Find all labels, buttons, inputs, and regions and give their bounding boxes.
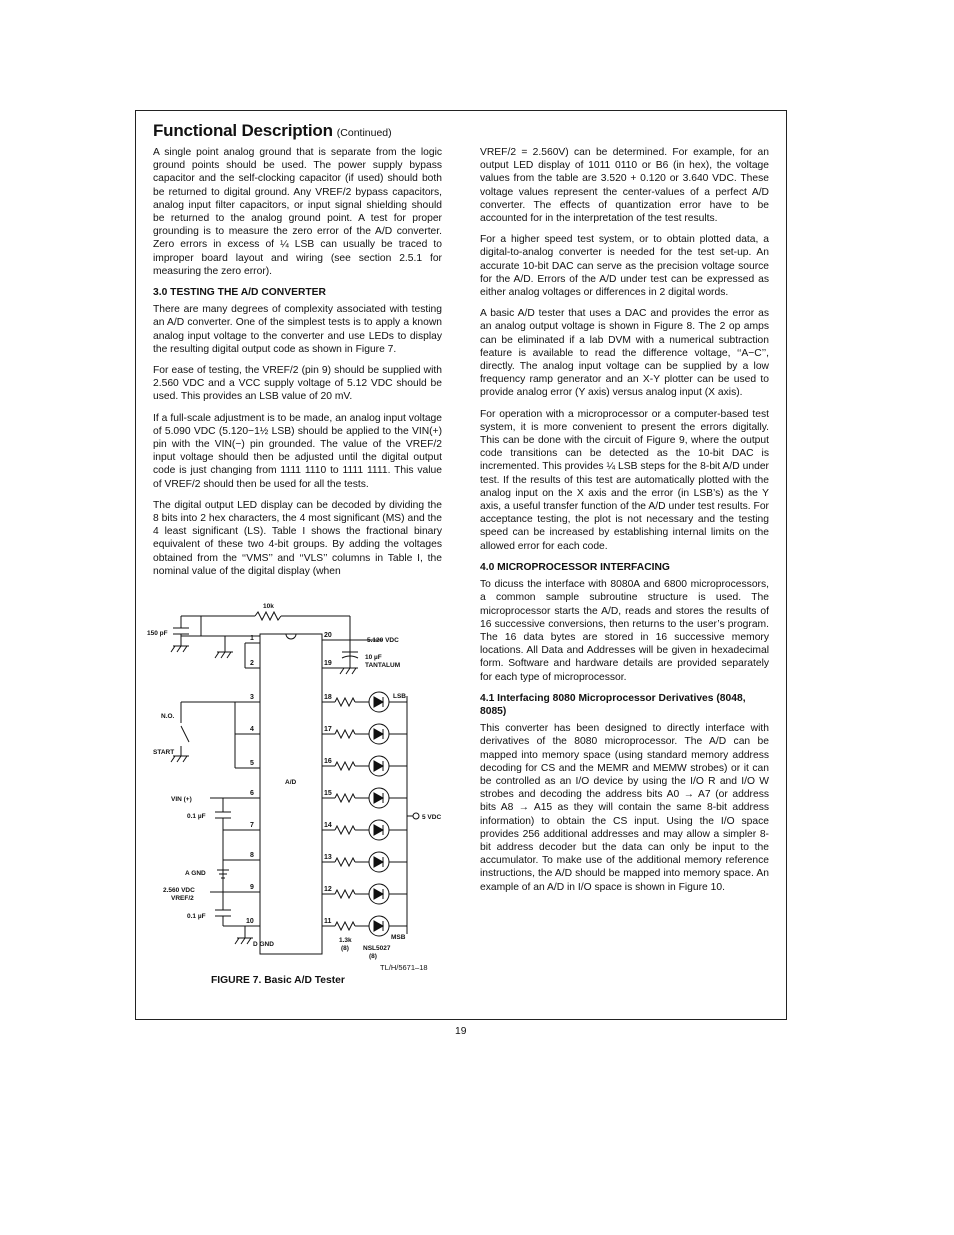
cap-01b-label: 0.1 µF: [187, 913, 206, 920]
paragraph: This converter has been designed to directly interface with derivatives of the 8080 microprocessor. The A/D can be mapped into memory space (using standard memory address decoding for CS and the MEMR and MEMW strobes) or it can be controlled as an I/O device by using the I/O R and I/O W strobes and decoding the address bits A0 → A7 (or address bits A8 → A15 as they will contain the same 8-bit address information) to obtain the CS input. Using the I/O space provides 256 additional addresses and may allow a simpler 8-bit address decoder but the data can only be input to the accumulator. To make use of the additional memory reference instructions, the A/D should be mapped into memory space. An example of an A/D in I/O space is shown in Figure 10.: [480, 723, 769, 893]
pin-number: 18: [324, 694, 332, 701]
left-column: [153, 146, 442, 586]
paragraph: For operation with a microprocessor or a computer-based test system, it is more convenient to present the errors digitally. This can be done with the circuit of Figure 9, where the output code transitions can be detected as the 10-bit DAC is incremented. This provides ¼ LSB steps for the 8-bit A/D under test. If the results of this test are automatically plotted with the analog input on the X axis and the error (in LSB’s) as the Y axis, a useful transfer function of the A/D under test results. For acceptance testing, the plot is not necessary and the testing speed can be increased by establishing internal limits on the allowed error for each code.: [480, 408, 769, 552]
page-number: 19: [455, 1026, 467, 1037]
pin-number: 7: [250, 822, 254, 829]
dgnd-label: D GND: [253, 941, 274, 948]
paragraph: If a full-scale adjustment is to be made, an analog input voltage of 5.090 VDC (5.120−1½ LSB) should be applied to the VIN(+) pin with the VIN(−) pin grounded. The value of the VREF/2 input voltage should then be adjusted until the digital output code is just changing from 1111 1110 to 1111 1111. This value of VREF/2 should then be used for all the tests.: [153, 412, 442, 490]
resistor-count-label: (8): [341, 945, 349, 952]
pin-number: 3: [250, 694, 254, 701]
pin-number: 16: [324, 758, 332, 765]
paragraph: For ease of testing, the VREF/2 (pin 9) should be supplied with 2.560 VDC and a VCC supply voltage of 5.12 VDC should be used. This provides an LSB value of 20 mV.: [153, 365, 442, 403]
led-rows: [322, 692, 407, 936]
paragraph: For a higher speed test system, or to obtain plotted data, a digital-to-analog converter is needed for the test set-up. An accurate 10-bit DAC can serve as the precision voltage source for the A/D. Errors of the A/D under test can be expressed as either analog voltages or differences in 2 digital words.: [480, 234, 769, 299]
paragraph: To dicuss the interface with 8080A and 6800 microprocessors, a common sample subroutine structure is used. The microprocessor starts the A/D, reads and stores the results of 16 successive conversions, then returns to the user’s program. The 16 data bytes are stored in 16 successive memory locations. All Data and Addresses will be given in hexadecimal form. Software and hardware details are provided separately for each type of microprocessor.: [480, 579, 769, 683]
tantalum-cap-label: 10 µF: [365, 654, 382, 661]
pin-number: 2: [250, 660, 254, 667]
resistor-13k-label: 1.3k: [339, 937, 352, 944]
pin-number: 20: [324, 632, 332, 639]
circuit-diagram: [145, 598, 445, 978]
cap-01-label: 0.1 µF: [187, 813, 206, 820]
led-output-row: [322, 756, 407, 776]
vin-label: VIN (+): [171, 796, 192, 803]
pin-number: 14: [324, 822, 332, 829]
switch-no-label: N.O.: [161, 713, 175, 720]
paragraph: A basic A/D tester that uses a DAC and provides the error as an analog output voltage is shown in Figure 8. The 2 op amps can be eliminated if a lab DVM with a numerical subtraction feature is available to read the difference voltage, ‘‘A−C’’, directly. The analog input voltage can be supplied by a low frequency ramp generator and an X-Y plotter can be used to provide analog error (Y axis) versus analog input (X axis).: [480, 308, 769, 399]
paragraph: The digital output LED display can be decoded by dividing the 8 bits into 2 hex characters, the 4 most significant (MS) and the 4 least significant (LS). Table I shows the fractional binary equivalent of these two 4-bit groups. By adding the voltages obtained from the ‘‘VMS’’ and ‘‘VLS’’ columns in Table I, the nominal value of the digital display (when: [153, 499, 442, 577]
msb-label: MSB: [391, 934, 406, 941]
led-part-label: NSL5027: [363, 945, 391, 952]
paragraph: There are many degrees of complexity associated with testing an A/D converter. One of the simplest tests is to apply a known analog input voltage to the converter and use LEDs to display the resulting digital output code as shown in Figure 7.: [153, 304, 442, 355]
pin-number: 19: [324, 660, 332, 667]
section-heading: 4.0 MICROPROCESSOR INTERFACING: [480, 561, 670, 573]
right-column: [480, 146, 769, 902]
cap-150pf-label: 150 pF: [147, 630, 168, 637]
led-output-row: [322, 820, 407, 840]
vref-label: VREF/2: [171, 895, 194, 902]
ad-label: A/D: [285, 779, 297, 786]
led-output-row: [322, 852, 407, 872]
pin-number: 17: [324, 726, 332, 733]
led-output-row: [322, 884, 407, 904]
vref-value-label: 2.560 VDC: [163, 887, 195, 894]
pin-number: 11: [324, 918, 332, 925]
paragraph: VREF/2 = 2.560V) can be determined. For example, for an output LED display of 1011 0110 or B6 (in hex), the voltage values from the table are 3.520 + 0.120 or 3.640 VDC. These voltage values represent the center-values of a perfect A/D converter. The effects of quantization error have to be accounted for in the interpretation of the test results.: [480, 147, 769, 225]
vcc-label: 5.120 VDC: [367, 637, 399, 644]
title-continued: (Continued): [336, 127, 392, 139]
title-text: Functional Description: [153, 121, 333, 140]
start-label: START: [153, 749, 175, 756]
tantalum-label: TANTALUM: [365, 662, 401, 669]
pin-number: 15: [324, 790, 332, 797]
pin-number: 5: [250, 760, 254, 767]
pin-number: 13: [324, 854, 332, 861]
section-title: [153, 121, 392, 141]
pin-number: 9: [250, 884, 254, 891]
agnd-label: A GND: [185, 870, 206, 877]
pin-number: 10: [246, 918, 254, 925]
led-output-row: [322, 788, 407, 808]
section-heading: 3.0 TESTING THE A/D CONVERTER: [153, 287, 326, 299]
resistor-10k-label: 10k: [263, 603, 274, 610]
figure-code: TL/H/5671–18: [380, 963, 428, 972]
subsection-heading: 4.1 Interfacing 8080 Microprocessor Derivatives (8048, 8085): [480, 692, 746, 717]
pin-number: 4: [250, 726, 254, 733]
paragraph: A single point analog ground that is separate from the logic ground points should be used. The power supply bypass capacitor and the self-clocking capacitor (if used) should both be returned to digital ground. Any VREF/2 bypass capacitors, analog input filter capacitors, or input signal shielding should be returned to the analog ground point. A test for proper grounding is to measure the zero error of the A/D converter. Zero errors in excess of ¼ LSB can usually be traced to improper board layout and wiring (see section 2.5.1 for measuring the zero error).: [153, 147, 442, 277]
ad-chip: [260, 634, 322, 954]
pin-number: 6: [250, 790, 254, 797]
five-vdc-label: 5 VDC: [422, 814, 442, 821]
lsb-label: LSB: [393, 693, 406, 700]
figure-caption: FIGURE 7. Basic A/D Tester: [211, 975, 345, 986]
pin-number: 1: [250, 635, 254, 642]
led-output-row: [322, 916, 407, 936]
pin-number: 8: [250, 852, 254, 859]
led-count-label: (8): [369, 953, 377, 960]
pin-number: 12: [324, 886, 332, 893]
led-output-row: [322, 724, 407, 744]
